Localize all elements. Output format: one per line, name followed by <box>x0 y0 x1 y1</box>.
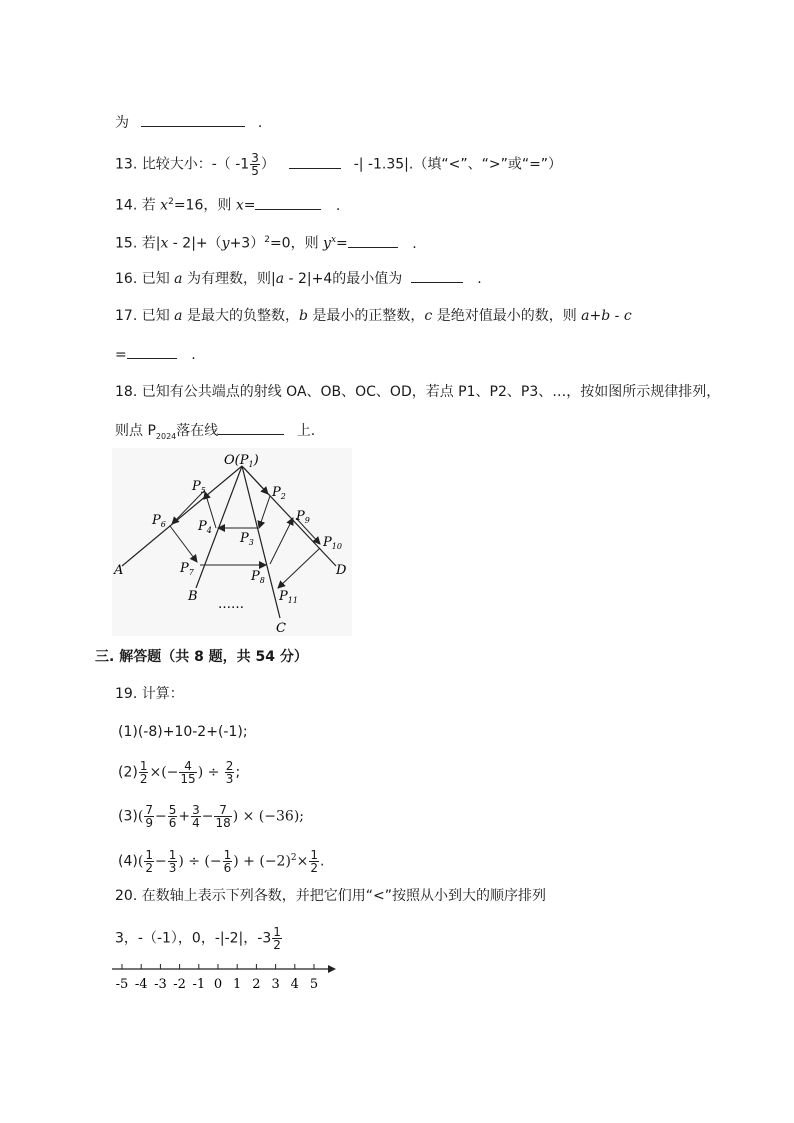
period: . <box>320 853 325 870</box>
q20-numbers <box>115 926 283 951</box>
question-14 <box>115 192 340 216</box>
fraction <box>214 804 231 829</box>
answer-blank[interactable] <box>127 344 177 359</box>
tick-label: 0 <box>213 977 223 992</box>
frac-num: 1 <box>139 759 148 773</box>
q18-text: 18. 已知有公共端点的射线 OA、OB、OC、OD，若点 P1、P2、P3、…，按如图所示规律排列， <box>115 384 721 400</box>
q13-prefix: 13. 比较大小：-（ -1 <box>115 156 250 173</box>
q16-end: . <box>477 271 482 287</box>
label-p8: $P_8$ <box>251 569 265 585</box>
tick-label: -4 <box>134 977 148 992</box>
var-x: x <box>160 235 169 252</box>
frac-num: 7 <box>219 803 227 817</box>
question-18-line1 <box>115 382 720 402</box>
exponent-x: x <box>330 235 337 245</box>
fraction <box>144 849 154 874</box>
rays-figure <box>112 448 352 636</box>
frac-num: 1 <box>168 848 177 863</box>
q15-prefix: 15. 若| <box>115 235 161 252</box>
fraction <box>139 760 149 785</box>
operator: ) × (−36); <box>232 808 304 825</box>
label-p9: $P_9$ <box>296 509 310 525</box>
fraction <box>168 849 178 874</box>
frac-num: 4 <box>184 759 192 773</box>
operator: ) + (−2) <box>233 853 291 870</box>
frac-num: 3 <box>192 803 200 817</box>
label-p10: $P_{10}$ <box>323 535 342 551</box>
q13-mid: ） <box>260 156 275 173</box>
fraction <box>179 760 196 785</box>
tick-label: -3 <box>154 977 167 992</box>
q19-part-2 <box>118 760 240 785</box>
label-p3: $P_3$ <box>240 531 254 547</box>
var-a: a <box>174 271 183 287</box>
q17-text: 是绝对值最小的数，则 <box>432 308 582 324</box>
q13-fraction <box>250 152 260 177</box>
q16-mid: 为有理数，则| <box>182 271 276 287</box>
q18-text: 落在线 <box>176 423 219 439</box>
q18-end: 上. <box>296 423 316 439</box>
question-17-line1 <box>115 306 632 326</box>
q19-title: 19. 计算： <box>115 686 184 702</box>
equals: = <box>336 235 348 252</box>
answer-blank[interactable] <box>255 195 321 210</box>
answer-blank[interactable] <box>289 154 341 169</box>
operator: − <box>154 808 167 825</box>
q12-text: 为 <box>115 115 129 131</box>
question-18-line2 <box>115 420 315 447</box>
tick-label: -1 <box>192 977 206 992</box>
frac-num: 2 <box>225 759 234 773</box>
q18-text: 则点 P <box>115 423 156 439</box>
label-p7: $P_7$ <box>180 561 194 577</box>
frac-num: 1 <box>145 848 153 863</box>
paren: ( <box>137 808 144 825</box>
frac-den: 3 <box>225 772 234 786</box>
label-p5: $P_5$ <box>192 479 206 495</box>
var-x: x <box>160 197 169 214</box>
tick-label: 4 <box>290 977 299 992</box>
label-b: B <box>188 589 198 604</box>
exponent: 2 <box>168 197 174 207</box>
frac-den: 2 <box>310 861 319 876</box>
label-ellipsis: …… <box>218 597 244 612</box>
operator: ) ÷ <box>197 764 224 781</box>
label-o: $O(P_1)$ <box>224 453 259 469</box>
q15-m2: +3） <box>229 235 265 252</box>
frac-num: 5 <box>168 803 177 817</box>
frac-den: 6 <box>168 816 177 830</box>
label-p4: $P_4$ <box>198 519 212 535</box>
var-y: y <box>221 235 230 252</box>
frac-den: 3 <box>168 861 177 876</box>
subscript: 2024 <box>155 431 177 441</box>
frac-num: 7 <box>145 803 153 817</box>
part-label: (4) <box>118 853 138 870</box>
var-y: y <box>323 235 331 252</box>
equals: = <box>115 347 127 363</box>
q17-end: . <box>191 347 196 363</box>
tick-label: -5 <box>115 977 129 992</box>
tick-label: 5 <box>309 977 319 992</box>
q17-text: 17. 已知 <box>115 308 175 324</box>
fraction <box>309 849 319 874</box>
exponent: 2 <box>290 853 297 863</box>
frac-num: 3 <box>251 151 259 165</box>
var-c: c <box>424 308 433 324</box>
fraction <box>272 926 282 951</box>
frac-num: 1 <box>223 848 232 863</box>
operator: − <box>154 853 167 870</box>
question-16 <box>115 268 482 289</box>
label-p11: $P_{11}$ <box>279 589 298 605</box>
var-x: x <box>235 197 244 214</box>
fraction <box>144 804 154 829</box>
q15-m3: =0，则 <box>269 235 324 252</box>
number-line-arrow <box>328 965 336 973</box>
operator: × <box>296 853 309 870</box>
label-p6: $P_6$ <box>152 513 166 529</box>
paren: ( <box>137 853 144 870</box>
frac-den: 2 <box>139 772 148 786</box>
fraction <box>225 760 235 785</box>
frac-num: 1 <box>273 925 281 939</box>
equals: = <box>243 197 256 214</box>
var-b: b <box>298 308 308 324</box>
q12-tail <box>115 112 262 133</box>
q17-text: 是最小的正整数， <box>307 308 425 324</box>
q14-end: . <box>335 197 341 214</box>
part-label: (2) <box>118 764 138 781</box>
q15-m1: - 2|+（ <box>168 235 222 252</box>
q17-expression: a+b - c <box>581 308 632 324</box>
exponent: 2 <box>264 235 270 245</box>
frac-den: 2 <box>145 861 153 876</box>
fraction <box>168 804 178 829</box>
number-line <box>110 960 340 994</box>
q17-text: 是最大的负整数， <box>182 308 299 324</box>
semicolon: ; <box>235 764 241 781</box>
frac-den: 4 <box>192 816 200 830</box>
section-3-title: 三. 解答题（共 8 题，共 54 分） <box>95 649 308 665</box>
q19-part-4 <box>118 848 324 874</box>
frac-den: 6 <box>223 861 232 876</box>
q16-prefix: 16. 已知 <box>115 271 175 287</box>
tick-label: 1 <box>233 977 242 992</box>
frac-den: 18 <box>215 816 231 830</box>
q19-part-3 <box>118 804 304 829</box>
q12-end: . <box>257 115 263 131</box>
tick-label: 2 <box>252 977 261 992</box>
question-13 <box>115 152 562 177</box>
q19-part-1: (1)(-8)+10-2+(-1); <box>118 724 248 740</box>
tick-label: -2 <box>173 977 186 992</box>
answer-blank[interactable] <box>141 112 245 127</box>
tick-label: 3 <box>271 977 280 992</box>
frac-den: 5 <box>251 164 259 178</box>
q16-rest: - 2|+4的最小值为 <box>284 271 403 287</box>
label-d: D <box>336 563 347 578</box>
label-p2: $P_2$ <box>272 485 286 501</box>
operator: ) ÷ (− <box>178 853 222 870</box>
frac-den: 2 <box>273 938 281 952</box>
q20-number-list: 3，-（-1），0，-|-2|，-3 <box>115 930 272 947</box>
frac-den: 9 <box>145 816 153 830</box>
operator: ×(− <box>149 764 179 781</box>
q13-suffix: -| -1.35|.（填“<”、“>”或“=”） <box>353 156 563 173</box>
fraction <box>191 804 201 829</box>
label-c: C <box>276 621 286 636</box>
var-a: a <box>275 271 285 287</box>
q15-end: . <box>412 235 417 252</box>
answer-blank[interactable] <box>218 420 284 435</box>
q14-prefix: 14. 若 <box>115 197 161 214</box>
frac-den: 15 <box>180 772 196 786</box>
question-15 <box>115 230 417 254</box>
part-label: (3) <box>118 808 138 825</box>
label-a: A <box>114 563 124 578</box>
question-17-line2 <box>115 344 196 365</box>
var-a: a <box>174 308 183 324</box>
answer-blank[interactable] <box>411 268 463 283</box>
operator: + <box>178 808 191 825</box>
q20-title: 20. 在数轴上表示下列各数，并把它们用“<”按照从小到大的顺序排列 <box>115 888 546 904</box>
answer-blank[interactable] <box>348 233 398 248</box>
q14-mid: =16，则 <box>173 197 236 214</box>
frac-num: 1 <box>310 848 319 863</box>
fraction <box>223 849 233 874</box>
operator: − <box>201 808 214 825</box>
